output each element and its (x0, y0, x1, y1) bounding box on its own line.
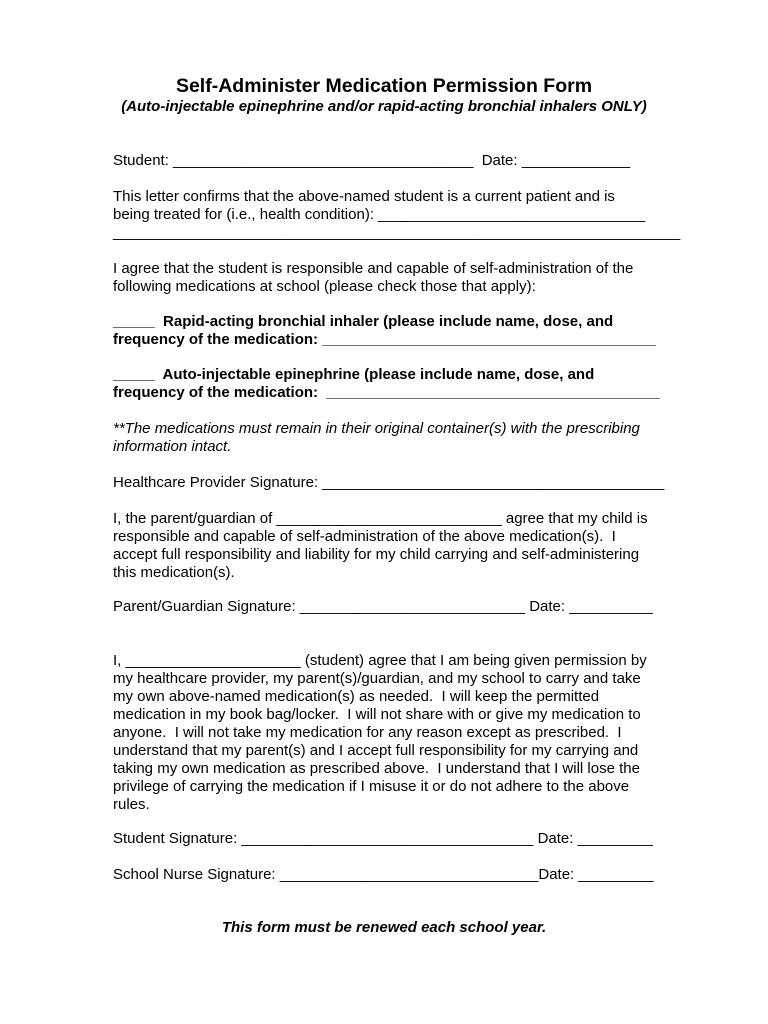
confirm-line-2: being treated for (i.e., health condition): ________________________________ (113, 206, 646, 223)
student-signature-line: Student Signature: ___________________________________ Date: _________ (113, 830, 653, 847)
form-title: Self-Administer Medication Permission Form (175, 75, 593, 97)
provider-signature-line: Healthcare Provider Signature: _________________________________________ (113, 474, 665, 491)
confirm-line-3: ____________________________________________________________________ (113, 224, 681, 241)
student-agreement-line-9: rules. (113, 796, 150, 813)
student-agreement-line-8: privilege of carrying the medication if I misuse it or do not adhere to the above (113, 778, 630, 795)
parent-line-4: this medication(s). (113, 564, 235, 581)
student-date-line: Student: ____________________________________ Date: _____________ (113, 152, 631, 169)
student-agreement-line-4: medication in my book bag/locker. I will not share with or give my medication to (113, 706, 641, 723)
student-agreement-line-5: anyone. I will not take my medication for any reason except as prescribed. I (113, 724, 622, 741)
renewal-notice: This form must be renewed each school year. (221, 919, 547, 936)
nurse-signature-line: School Nurse Signature: _______________________________Date: _________ (113, 866, 654, 883)
student-agreement-line-6: understand that my parent(s) and I accept full responsibility for my carrying and (113, 742, 639, 759)
confirm-line-1: This letter confirms that the above-named student is a current patient and is (113, 188, 615, 205)
student-agreement-line-7: taking my own medication as prescribed above. I understand that I will lose the (113, 760, 640, 777)
agree-line-2: following medications at school (please check those that apply): (113, 278, 536, 295)
parent-signature-line: Parent/Guardian Signature: ___________________________ Date: __________ (113, 598, 653, 615)
student-agreement-line-2: my healthcare provider, my parent(s)/guardian, and my school to carry and take (113, 670, 641, 687)
note-line-1: **The medications must remain in their original container(s) with the prescribing (113, 420, 640, 437)
form-subtitle: (Auto-injectable epinephrine and/or rapid-acting bronchial inhalers ONLY) (121, 98, 647, 115)
agree-line-1: I agree that the student is responsible and capable of self-administration of the (113, 260, 634, 277)
note-line-2: information intact. (113, 438, 232, 455)
student-agreement-line-3: my own above-named medication(s) as needed. I will keep the permitted (113, 688, 600, 705)
inhaler-line-1: _____ Rapid-acting bronchial inhaler (please include name, dose, and (113, 313, 614, 330)
student-agreement-line-1: I, _____________________ (student) agree that I am being given permission by (113, 652, 647, 669)
inhaler-line-2: frequency of the medication: ________________________________________ (113, 331, 656, 348)
parent-line-1: I, the parent/guardian of ___________________________ agree that my child is (113, 510, 648, 527)
parent-line-3: accept full responsibility and liability for my child carrying and self-administering (113, 546, 640, 563)
epinephrine-line-1: _____ Auto-injectable epinephrine (please include name, dose, and (113, 366, 595, 383)
parent-line-2: responsible and capable of self-administration of the above medication(s). I (113, 528, 616, 545)
epinephrine-line-2: frequency of the medication: ________________________________________ (113, 384, 661, 401)
